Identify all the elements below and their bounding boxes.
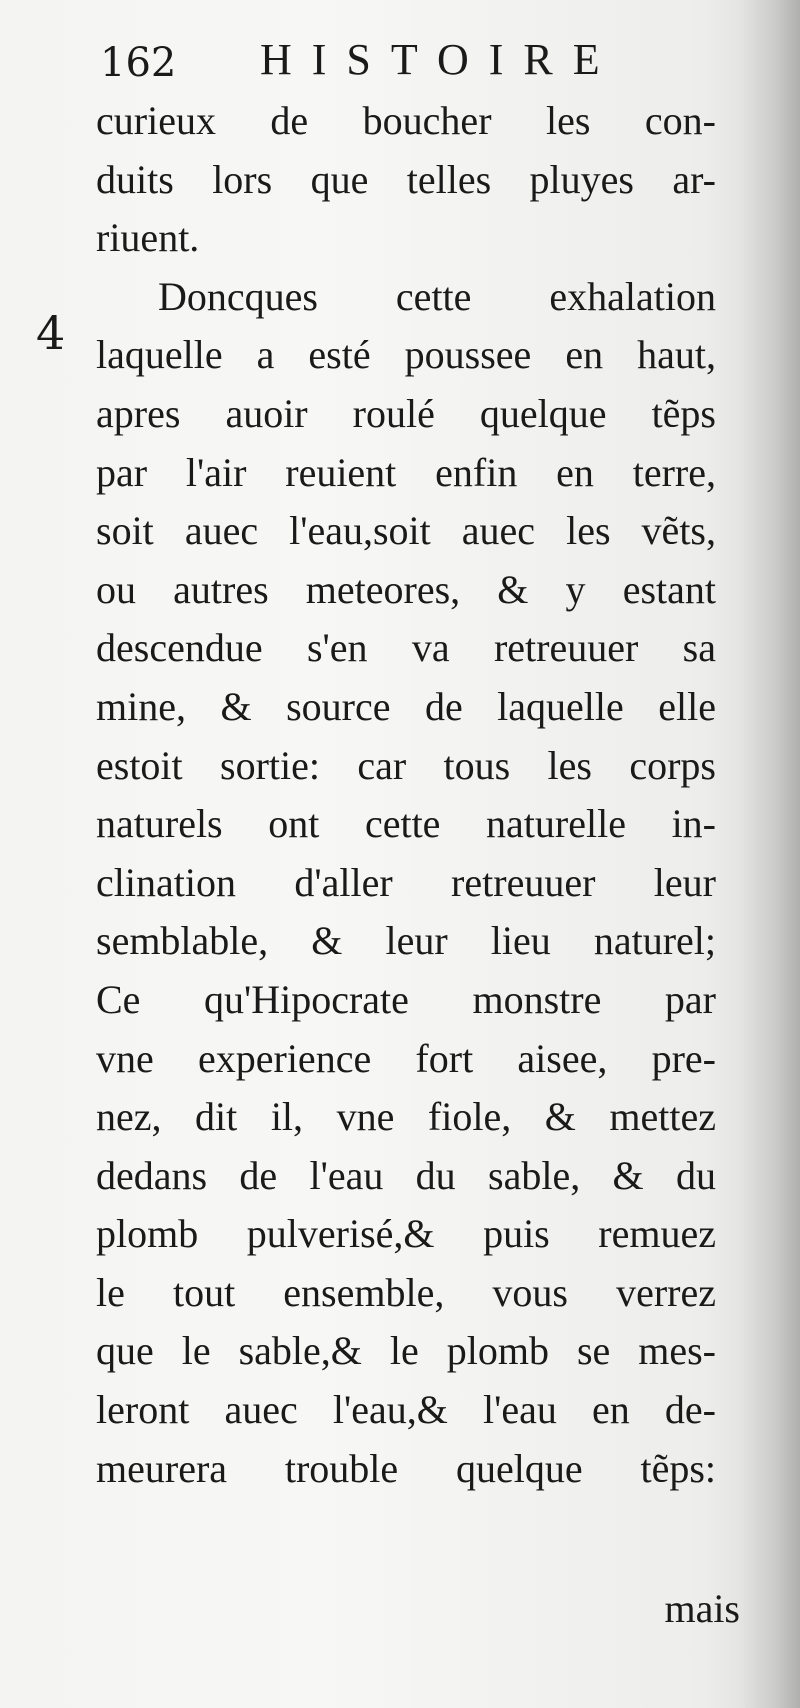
text-line: soit auec l'eau,soit auec les vẽts, bbox=[96, 508, 716, 554]
text-line: nez, dit il, vne fiole, & mettez bbox=[96, 1094, 716, 1140]
text-line: plomb pulverisé,& puis remuez bbox=[96, 1211, 716, 1257]
text-line: le tout ensemble, vous verrez bbox=[96, 1269, 716, 1315]
page-header bbox=[100, 18, 660, 88]
text-line: ou autres meteores, & y estant bbox=[96, 566, 716, 612]
text-line: estoit sortie: car tous les corps bbox=[96, 742, 716, 788]
text-line: dedans de l'eau du sable, & du bbox=[96, 1152, 716, 1198]
margin-section-number: 4 bbox=[36, 306, 66, 360]
body-text bbox=[96, 92, 716, 1498]
text-line: descendue s'en va retreuuer sa bbox=[96, 625, 716, 671]
text-line: par l'air reuient enfin en terre, bbox=[96, 449, 716, 495]
text-line: que le sable,& le plomb se mes- bbox=[96, 1328, 716, 1374]
text-line: Ce qu'Hipocrate monstre par bbox=[96, 976, 716, 1022]
text-line: apres auoir roulé quelque tẽps bbox=[96, 390, 716, 436]
text-line: leront auec l'eau,& l'eau en de- bbox=[96, 1387, 716, 1433]
text-line: riuent. bbox=[96, 215, 200, 261]
page-number: 162 bbox=[100, 40, 177, 86]
text-line: naturels ont cette naturelle in- bbox=[96, 801, 716, 847]
running-head: HISTOIRE bbox=[260, 35, 620, 84]
text-line: meurera trouble quelque tẽps: bbox=[96, 1445, 716, 1491]
text-line: laquelle a esté poussee en haut, bbox=[96, 332, 716, 378]
page-gutter-shadow bbox=[740, 0, 800, 1708]
text-line: semblable, & leur lieu naturel; bbox=[96, 918, 716, 964]
text-line: Doncques cette exhalation bbox=[158, 273, 716, 319]
text-line: mine, & source de laquelle elle bbox=[96, 683, 716, 729]
text-line: clination d'aller retreuuer leur bbox=[96, 859, 716, 905]
text-line: curieux de boucher les con- bbox=[96, 98, 716, 143]
catchword: mais bbox=[664, 1586, 740, 1631]
text-line: duits lors que telles pluyes ar- bbox=[96, 156, 716, 202]
text-line: vne experience fort aisee, pre- bbox=[96, 1035, 716, 1081]
